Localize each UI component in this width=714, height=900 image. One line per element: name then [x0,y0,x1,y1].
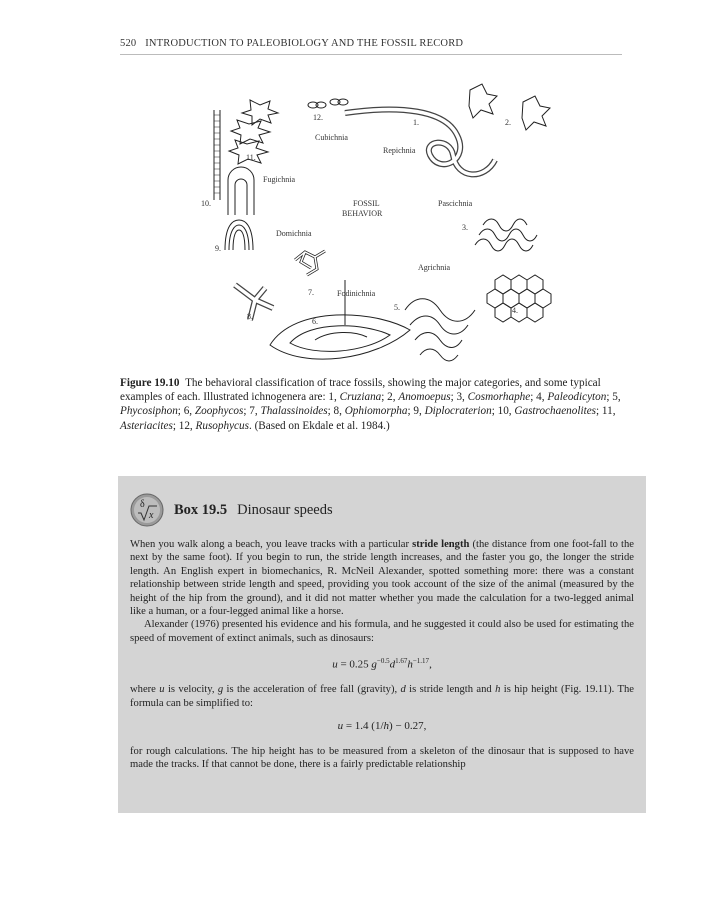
box-title-text: Dinosaur speeds [237,501,333,518]
figure-label: Figure 19.10 [120,377,180,389]
box-body [130,538,634,771]
formula-1: u = 0.25 $g^{-0.5}d^{1.67}h^{-1.17}$, [332,657,432,671]
fossil-label: FOSSIL [353,199,380,208]
math-icon [130,493,164,527]
behavior-label: BEHAVIOR [342,209,383,218]
number-9: 9. [215,244,221,253]
cosmorhaphe-drawing [475,219,537,251]
paragraph-3: where u is velocity, g is the acceleration of free fall (gravity), d is stride length and h is hip height (Fig. 19.11). The formula can be simplified to: [130,684,634,709]
number-3: 3. [462,223,468,232]
ophiomorpha-drawing [235,285,273,320]
fodinichnia-label: Fodinichnia [337,289,376,298]
paragraph-4: for rough calculations. The hip height has to be measured from a skeleton of the dinosaur that is supposed to have made the tracks. If that cannot be done, there is a fairly predictable relationship [130,745,634,770]
number-10: 10. [201,199,211,208]
number-4: 4. [512,306,518,315]
number-12: 12. [313,113,323,122]
figure-illustration [195,85,555,375]
formula-2: u = 1.4 (1/h) − 0.27, [337,720,427,733]
number-5: 5. [394,303,400,312]
number-8: 8. [247,312,253,321]
box-19-5 [118,476,646,813]
paragraph-1: When you walk along a beach, you leave tracks with a particular stride length (the distance from one foot-fall to the next by the same foot). If you begin to run, the stride length increases, and the faster you go, the longer the stride length. An English expert in biomechanics, R. McNeil Alexander, spotted something more: there was a constant relationship between stride length and speed, providing you took account of the size of the animal (measured by the height of the hip from the ground), and it did not matter whether you made the calculation for a two-legged animal like a human, or a four-legged animal like a horse. [130,539,635,618]
box-number: Box 19.5 [174,501,228,518]
cubichnia-label: Cubichnia [315,133,348,142]
trace-fossil-figure [195,85,555,375]
number-1: 1. [413,118,419,127]
number-6: 6. [312,317,318,326]
box-header [130,490,333,530]
box-title [174,502,333,519]
fugichnia-label: Fugichnia [263,175,295,184]
running-header [120,38,622,55]
cruziana-trail-drawing [345,109,495,174]
svg-text:x: x [149,510,154,521]
burrow-column-drawing [214,110,220,200]
thalassinoides-drawing [295,251,325,275]
page-number: 520 [120,38,137,49]
svg-text:δ: δ [140,499,145,510]
pascichnia-label: Pascichnia [438,199,473,208]
paleodictyon-drawing [487,275,551,322]
running-title: INTRODUCTION TO PALEOBIOLOGY AND THE FOSSIL RECORD [145,38,464,49]
u-burrow-drawing [225,167,254,250]
repichnia-label: Repichnia [383,146,416,155]
phycosiphon-drawing [405,299,475,361]
paragraph-2: Alexander (1976) presented his evidence and his formula, and he suggested it could also be used for estimating the speed of movement of extinct animals, such as dinosaurs: [130,619,634,644]
domichnia-label: Domichnia [276,229,312,238]
figure-caption: Figure 19.10 The behavioral classification of trace fossils, showing the major categories, and some typical examples of each. Illustrated ichnogenera are: 1, Cruziana; 2, Anomoepus; 3, Cosmorhaphe; 4, Paleodicyton; 5, Phycosiphon; 6, Zoophycos; 7, Thalassinoides; 8, Ophiomorpha; 9, Diplocraterion; 10, Gastrochaenolites; 11, Asteriacites; 12, Rusophycus. (Based on Ekdale et al. 1984.) [120,377,621,432]
number-7: 7. [308,288,314,297]
agrichnia-label: Agrichnia [418,263,450,272]
rusophycus-drawing [308,99,348,108]
number-11: 11. [246,153,256,162]
number-2: 2. [505,118,511,127]
